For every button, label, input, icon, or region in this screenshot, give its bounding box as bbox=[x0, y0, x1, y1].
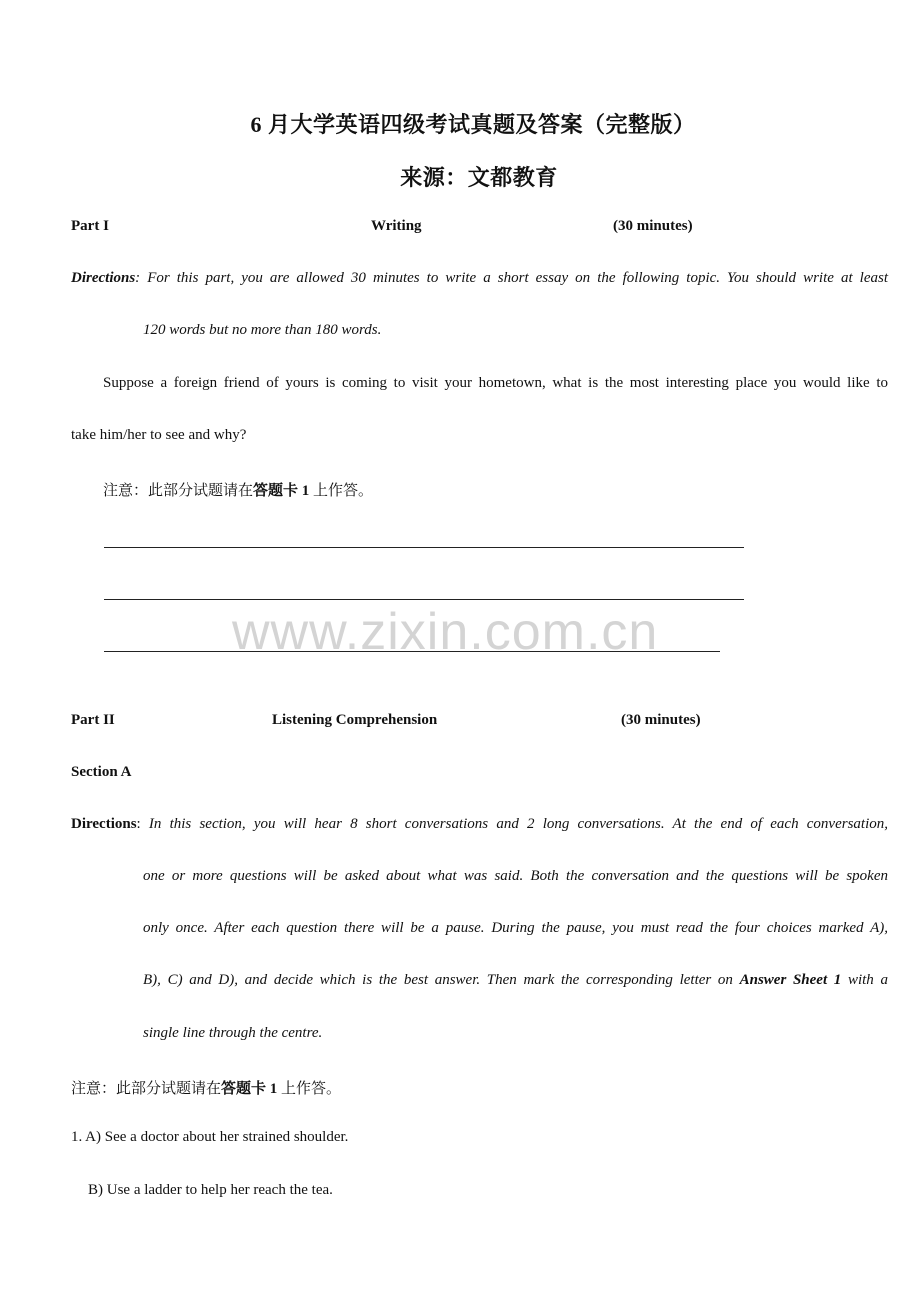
question-1-option-b: B) Use a ladder to help her reach the tea. bbox=[88, 1182, 333, 1198]
part1-note bbox=[103, 479, 373, 500]
part2-directions-line4 bbox=[143, 972, 888, 989]
section-a-heading: Section A bbox=[71, 764, 132, 780]
part2-directions-text-4b: with a bbox=[841, 972, 888, 988]
part2-directions-line3: only once. After each question there will be a pause. During the pause, you must read the four choices marked A), bbox=[143, 920, 888, 936]
part1-directions-line1 bbox=[71, 270, 888, 287]
note-answer-sheet: 答题卡 1 bbox=[253, 483, 310, 499]
note-prefix: 注意：此部分试题请在 bbox=[71, 1081, 222, 1097]
part2-directions-text-1: In this section, you will hear 8 short conversations and 2 long conversations. At the end of each conversation, bbox=[148, 816, 888, 832]
part1-time: (30 minutes) bbox=[613, 218, 693, 234]
part2-name: Listening Comprehension bbox=[272, 712, 438, 728]
essay-prompt-line1: Suppose a foreign friend of yours is coming to visit your hometown, what is the most interesting place you would like to bbox=[103, 375, 888, 391]
part2-time: (30 minutes) bbox=[621, 712, 701, 728]
answer-line bbox=[104, 599, 744, 600]
note-answer-sheet: 答题卡 1 bbox=[221, 1081, 278, 1097]
part1-directions-text-1: : For this part, you are allowed 30 minutes to write a short essay on the following topic. You should write at least bbox=[135, 270, 888, 286]
part1-directions-label: Directions bbox=[71, 270, 136, 286]
part2-directions-line2: one or more questions will be asked about what was said. Both the conversation and the questions will be spoken bbox=[143, 868, 888, 884]
part2-label: Part II bbox=[71, 712, 115, 728]
part1-label: Part I bbox=[71, 218, 109, 234]
question-1-option-a: 1. A) See a doctor about her strained shoulder. bbox=[71, 1129, 349, 1145]
watermark: www.zixin.com.cn bbox=[232, 603, 659, 661]
part2-directions-line1 bbox=[71, 816, 888, 833]
part1-directions-line2: 120 words but no more than 180 words. bbox=[143, 322, 382, 338]
note-prefix: 注意：此部分试题请在 bbox=[103, 483, 254, 499]
document-source: 来源：文都教育 bbox=[400, 165, 558, 190]
document-title: 6 月大学英语四级考试真题及答案（完整版） bbox=[250, 112, 696, 137]
part2-directions-colon: : bbox=[136, 816, 149, 832]
answer-sheet-ref: Answer Sheet 1 bbox=[739, 972, 842, 988]
part2-directions-line5: single line through the centre. bbox=[143, 1025, 323, 1041]
part2-directions-label: Directions bbox=[71, 816, 137, 832]
answer-line bbox=[104, 547, 744, 548]
part2-note bbox=[71, 1077, 341, 1098]
part1-name: Writing bbox=[371, 218, 422, 234]
note-suffix: 上作答。 bbox=[309, 483, 374, 499]
essay-prompt-line2: take him/her to see and why? bbox=[71, 427, 247, 443]
note-suffix: 上作答。 bbox=[277, 1081, 342, 1097]
part2-directions-text-4a: B), C) and D), and decide which is the best answer. Then mark the corresponding letter on bbox=[143, 972, 740, 988]
